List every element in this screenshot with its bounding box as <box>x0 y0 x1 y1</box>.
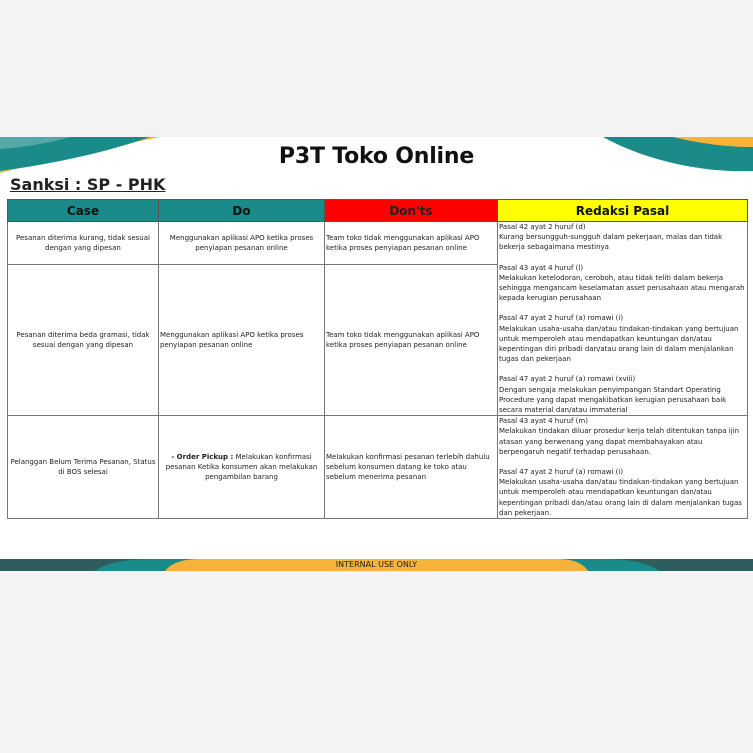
table-row <box>8 222 748 265</box>
header-do: Do <box>159 200 325 222</box>
footer-label: INTERNAL USE ONLY <box>335 560 418 569</box>
pasal-text: Dengan sengaja melakukan penyimpangan Standart Operating Procedure yang dapat mengakibatkan kerugian perusahaan baik secara material dan/atau immaterial <box>499 385 727 415</box>
pasal-heading: Pasal 47 ayat 2 huruf (a) romawi (xviii) <box>499 375 636 384</box>
pasal-text: Melakukan tindakan diluar prosedur kerja telah ditentukan tanpa ijin atasan yang berwenang yang dapat membahayakan atau berpengaruh negatif terhadap perusahaan. <box>499 427 740 456</box>
pasal-paragraph <box>499 222 746 253</box>
pasal-text: Melakukan ketelodoran, ceroboh, atau tidak teliti dalam bekerja sehingga mengancam keselamatan asset perusahaan atau mengarah kepada kerugian perusahaan <box>499 273 745 303</box>
pasal-paragraph <box>499 263 746 304</box>
pasal-heading: Pasal 47 ayat 2 huruf (a) romawi (i) <box>499 468 624 477</box>
pasal-paragraph <box>499 416 746 457</box>
case-cell: Pesanan diterima beda gramasi, tidak sesuai dengan yang dipesan <box>8 265 159 416</box>
pasal-heading: Pasal 42 ayat 2 huruf (d) <box>499 223 586 231</box>
donts-cell: Melakukan konfirmasi pesanan terlebih dahulu sebelum konsumen datang ke toko atau sebelum menerima pesanan <box>325 416 498 519</box>
pasal-heading: Pasal 47 ayat 2 huruf (a) romawi (i) <box>499 314 624 323</box>
header-redaksi-pasal: Redaksi Pasal <box>498 200 748 222</box>
pasal-text: Melakukan usaha-usaha dan/atau tindakan-tindakan yang bertujuan untuk memperoleh atau mendapatkan keuntungan dan/atau kepentingan pribadi dan/atau orang lain di dalam menjalankan tugas dan pekerjaan. <box>499 478 742 517</box>
case-cell: Pelanggan Belum Terima Pesanan, Status di BOS selesai <box>8 416 159 519</box>
do-cell-bold-label: - Order Pickup : <box>171 452 234 461</box>
pasal-paragraph <box>499 374 746 415</box>
pasal-cell <box>498 222 748 416</box>
pasal-text: Melakukan usaha-usaha dan/atau tindakan-tindakan yang bertujuan untuk memperoleh atau mendapatkan keuntungan dan/atau kepentingan diri pribadi dan/atau orang lain di dalam menjalankan tugas dan pekerjaan <box>499 324 739 364</box>
table-header-row <box>8 200 748 222</box>
table-row <box>8 416 748 519</box>
pasal-paragraph <box>499 467 746 518</box>
donts-cell: Team toko tidak menggunakan aplikasi APO ketika proses penyiapan pesanan online <box>325 265 498 416</box>
do-cell-text: Melakukan konfirmasi pesanan Ketika konsumen akan melakukan pengambilan barang <box>165 452 318 482</box>
donts-cell: Team toko tidak menggunakan aplikasi APO ketika proses penyiapan pesanan online <box>325 222 498 265</box>
pasal-heading: Pasal 43 ayat 4 huruf (l) <box>499 263 584 272</box>
case-cell: Pesanan diterima kurang, tidak sesuai dengan yang dipesan <box>8 222 159 265</box>
slide-title: P3T Toko Online <box>278 144 475 169</box>
sanction-table <box>7 199 748 519</box>
do-cell: Menggunakan aplikasi APO ketika proses penyiapan pesanan online <box>159 265 325 416</box>
pasal-cell <box>498 416 748 519</box>
slide <box>0 137 753 571</box>
pasal-heading: Pasal 43 ayat 4 huruf (m) <box>499 417 588 426</box>
slide-subtitle: Sanksi : SP - PHK <box>10 175 166 194</box>
do-cell: Menggunakan aplikasi APO ketika proses penyiapan pesanan online <box>159 222 325 265</box>
header-donts: Don'ts <box>325 200 498 222</box>
pasal-paragraph <box>499 313 746 364</box>
pasal-text: Kurang bersungguh-sungguh dalam pekerjaan, malas dan tidak bekerja sebagaimana mestinya <box>499 233 723 252</box>
do-cell <box>159 416 325 519</box>
header-case: Case <box>8 200 159 222</box>
